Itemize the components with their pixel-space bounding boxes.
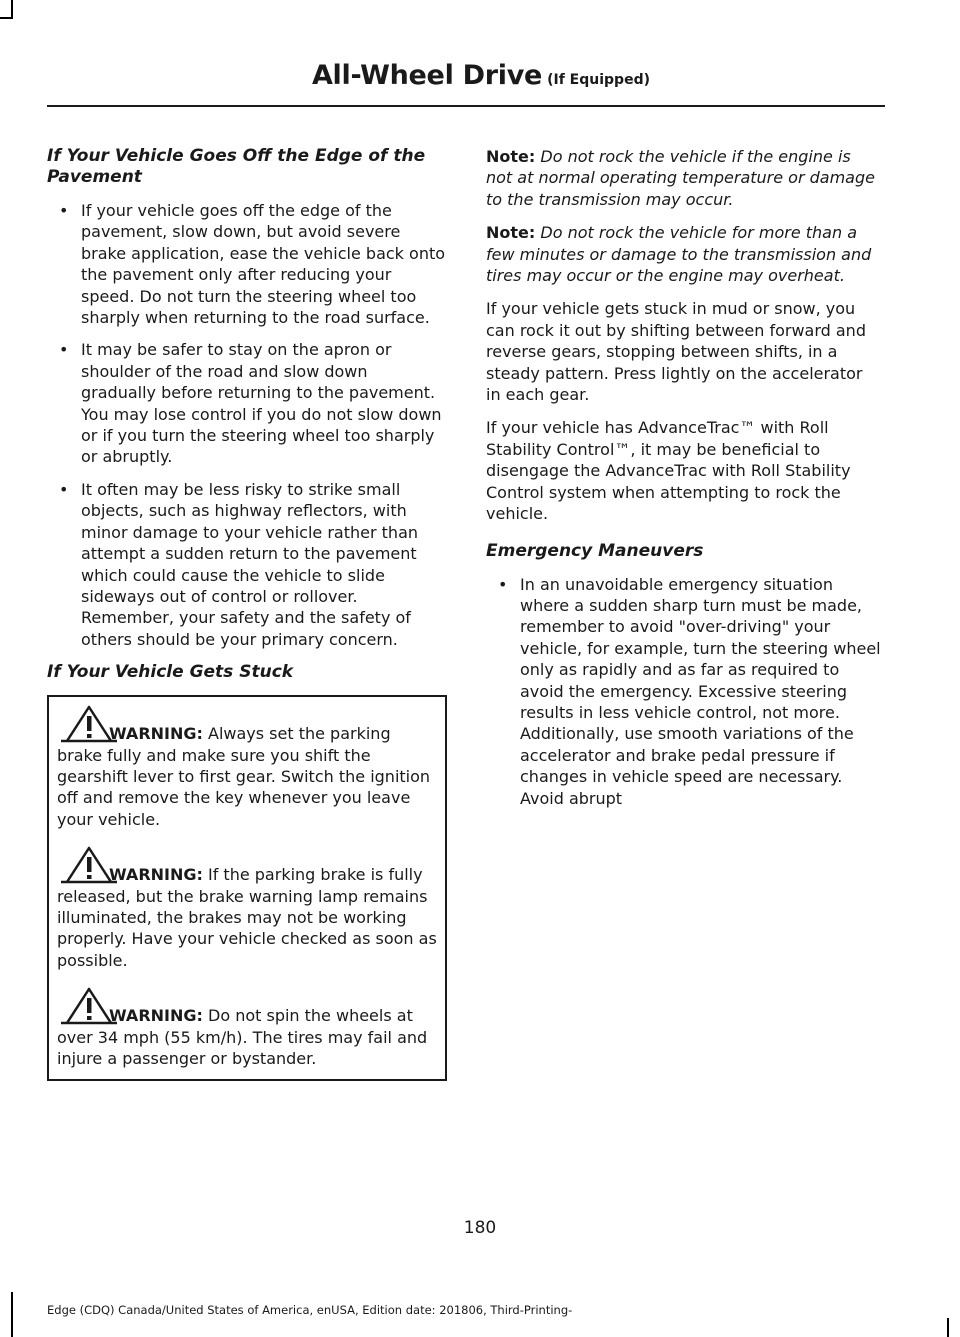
- header-subtitle: (If Equipped): [547, 72, 650, 88]
- off-pavement-list: [47, 200, 447, 650]
- page-number: 180: [463, 1218, 497, 1238]
- warning-text: If the parking brake is fully released, but the brake warning lamp remains illuminated, the brakes may not be working properly. Have your vehicle checked as soon as possible.: [57, 865, 437, 970]
- note-label: Note:: [486, 147, 536, 166]
- left-column: [47, 146, 447, 1081]
- warning-triangle-icon: [61, 985, 117, 1025]
- right-column: [486, 146, 881, 821]
- section-heading-emergency: Emergency Maneuvers: [486, 540, 704, 561]
- note-text: Do not rock the vehicle for more than a few minutes or damage to the transmission and tires may occur or the engine may overheat.: [486, 223, 872, 286]
- footer-edition-info: Edge (CDQ) Canada/United States of America, enUSA, Edition date: 201806, Third-Printing-: [47, 1303, 573, 1317]
- warning-text: Do not spin the wheels at over 34 mph (55 km/h). The tires may fail and injure a passenger or bystander.: [57, 1006, 428, 1068]
- warning-triangle-icon: [61, 844, 117, 884]
- warning-item: [57, 844, 437, 971]
- list-item: • It may be safer to stay on the apron or shoulder of the road and slow down gradually before returning to the pavement. You may lose control if you do not slow down or if you turn the steering wheel too sharply or abruptly.: [59, 340, 442, 467]
- warning-label: WARNING:: [109, 1006, 203, 1026]
- emergency-list: [486, 574, 881, 809]
- warning-text: Always set the parking brake fully and make sure you shift the gearshift lever to first gear. Switch the ignition off and remove the key whenever you leave your vehicle.: [57, 724, 431, 829]
- warning-box: [47, 695, 447, 1081]
- header-rule: [47, 105, 885, 107]
- crop-mark-bottom-right: [947, 1318, 949, 1337]
- note-label: Note:: [486, 223, 536, 243]
- list-item: • It often may be less risky to strike small objects, such as highway reflectors, with minor damage to your vehicle rather than attempt a sudden return to the pavement which could cause the vehicle to slide sideways out of control or rollover. Remember, your safety and the safety of others should be your primary concern.: [59, 479, 419, 649]
- body-paragraph: If your vehicle has AdvanceTrac™ with Roll Stability Control™, it may be beneficial to disengage the AdvanceTrac with Roll Stability Control system when attempting to rock the vehicle.: [486, 418, 851, 524]
- note-paragraph: [486, 146, 881, 210]
- warning-triangle-icon: [61, 703, 117, 743]
- note-paragraph: [486, 222, 881, 286]
- warning-item: [57, 985, 437, 1069]
- note-text: Do not rock the vehicle if the engine is not at normal operating temperature or damage to the transmission may occur.: [486, 147, 875, 209]
- list-item: • If your vehicle goes off the edge of the pavement, slow down, but avoid severe brake application, ease the vehicle back onto the pavement only after reducing your speed. Do not turn the steering wheel too sharply when returning to the road surface.: [59, 201, 446, 328]
- warning-item: [57, 703, 437, 830]
- list-item: • In an unavoidable emergency situation where a sudden sharp turn must be made, remember to avoid "over-driving" your vehicle, for example, turn the steering wheel only as rapidly and as far as required to avoid the emergency. Excessive steering results in less vehicle control, not more. Additionally, use smooth variations of the accelerator and brake pedal pressure if changes in vehicle speed are necessary. Avoid abrupt: [498, 574, 881, 808]
- warning-label: WARNING:: [109, 865, 203, 885]
- crop-mark-top-left-horizontal: [0, 17, 13, 19]
- crop-mark-top-left-vertical: [11, 0, 13, 17]
- warning-label: WARNING:: [109, 724, 203, 744]
- header-title: All-Wheel Drive: [311, 60, 543, 91]
- crop-mark-bottom-left: [11, 1292, 13, 1337]
- page-header: [312, 60, 650, 91]
- body-paragraph: If your vehicle gets stuck in mud or snow, you can rock it out by shifting between forward and reverse gears, stopping between shifts, in a steady pattern. Press lightly on the accelerator in each gear.: [486, 299, 866, 405]
- section-heading-stuck: If Your Vehicle Gets Stuck: [47, 662, 294, 683]
- section-heading-off-pavement: If Your Vehicle Goes Off the Edge of the Pavement: [47, 146, 426, 187]
